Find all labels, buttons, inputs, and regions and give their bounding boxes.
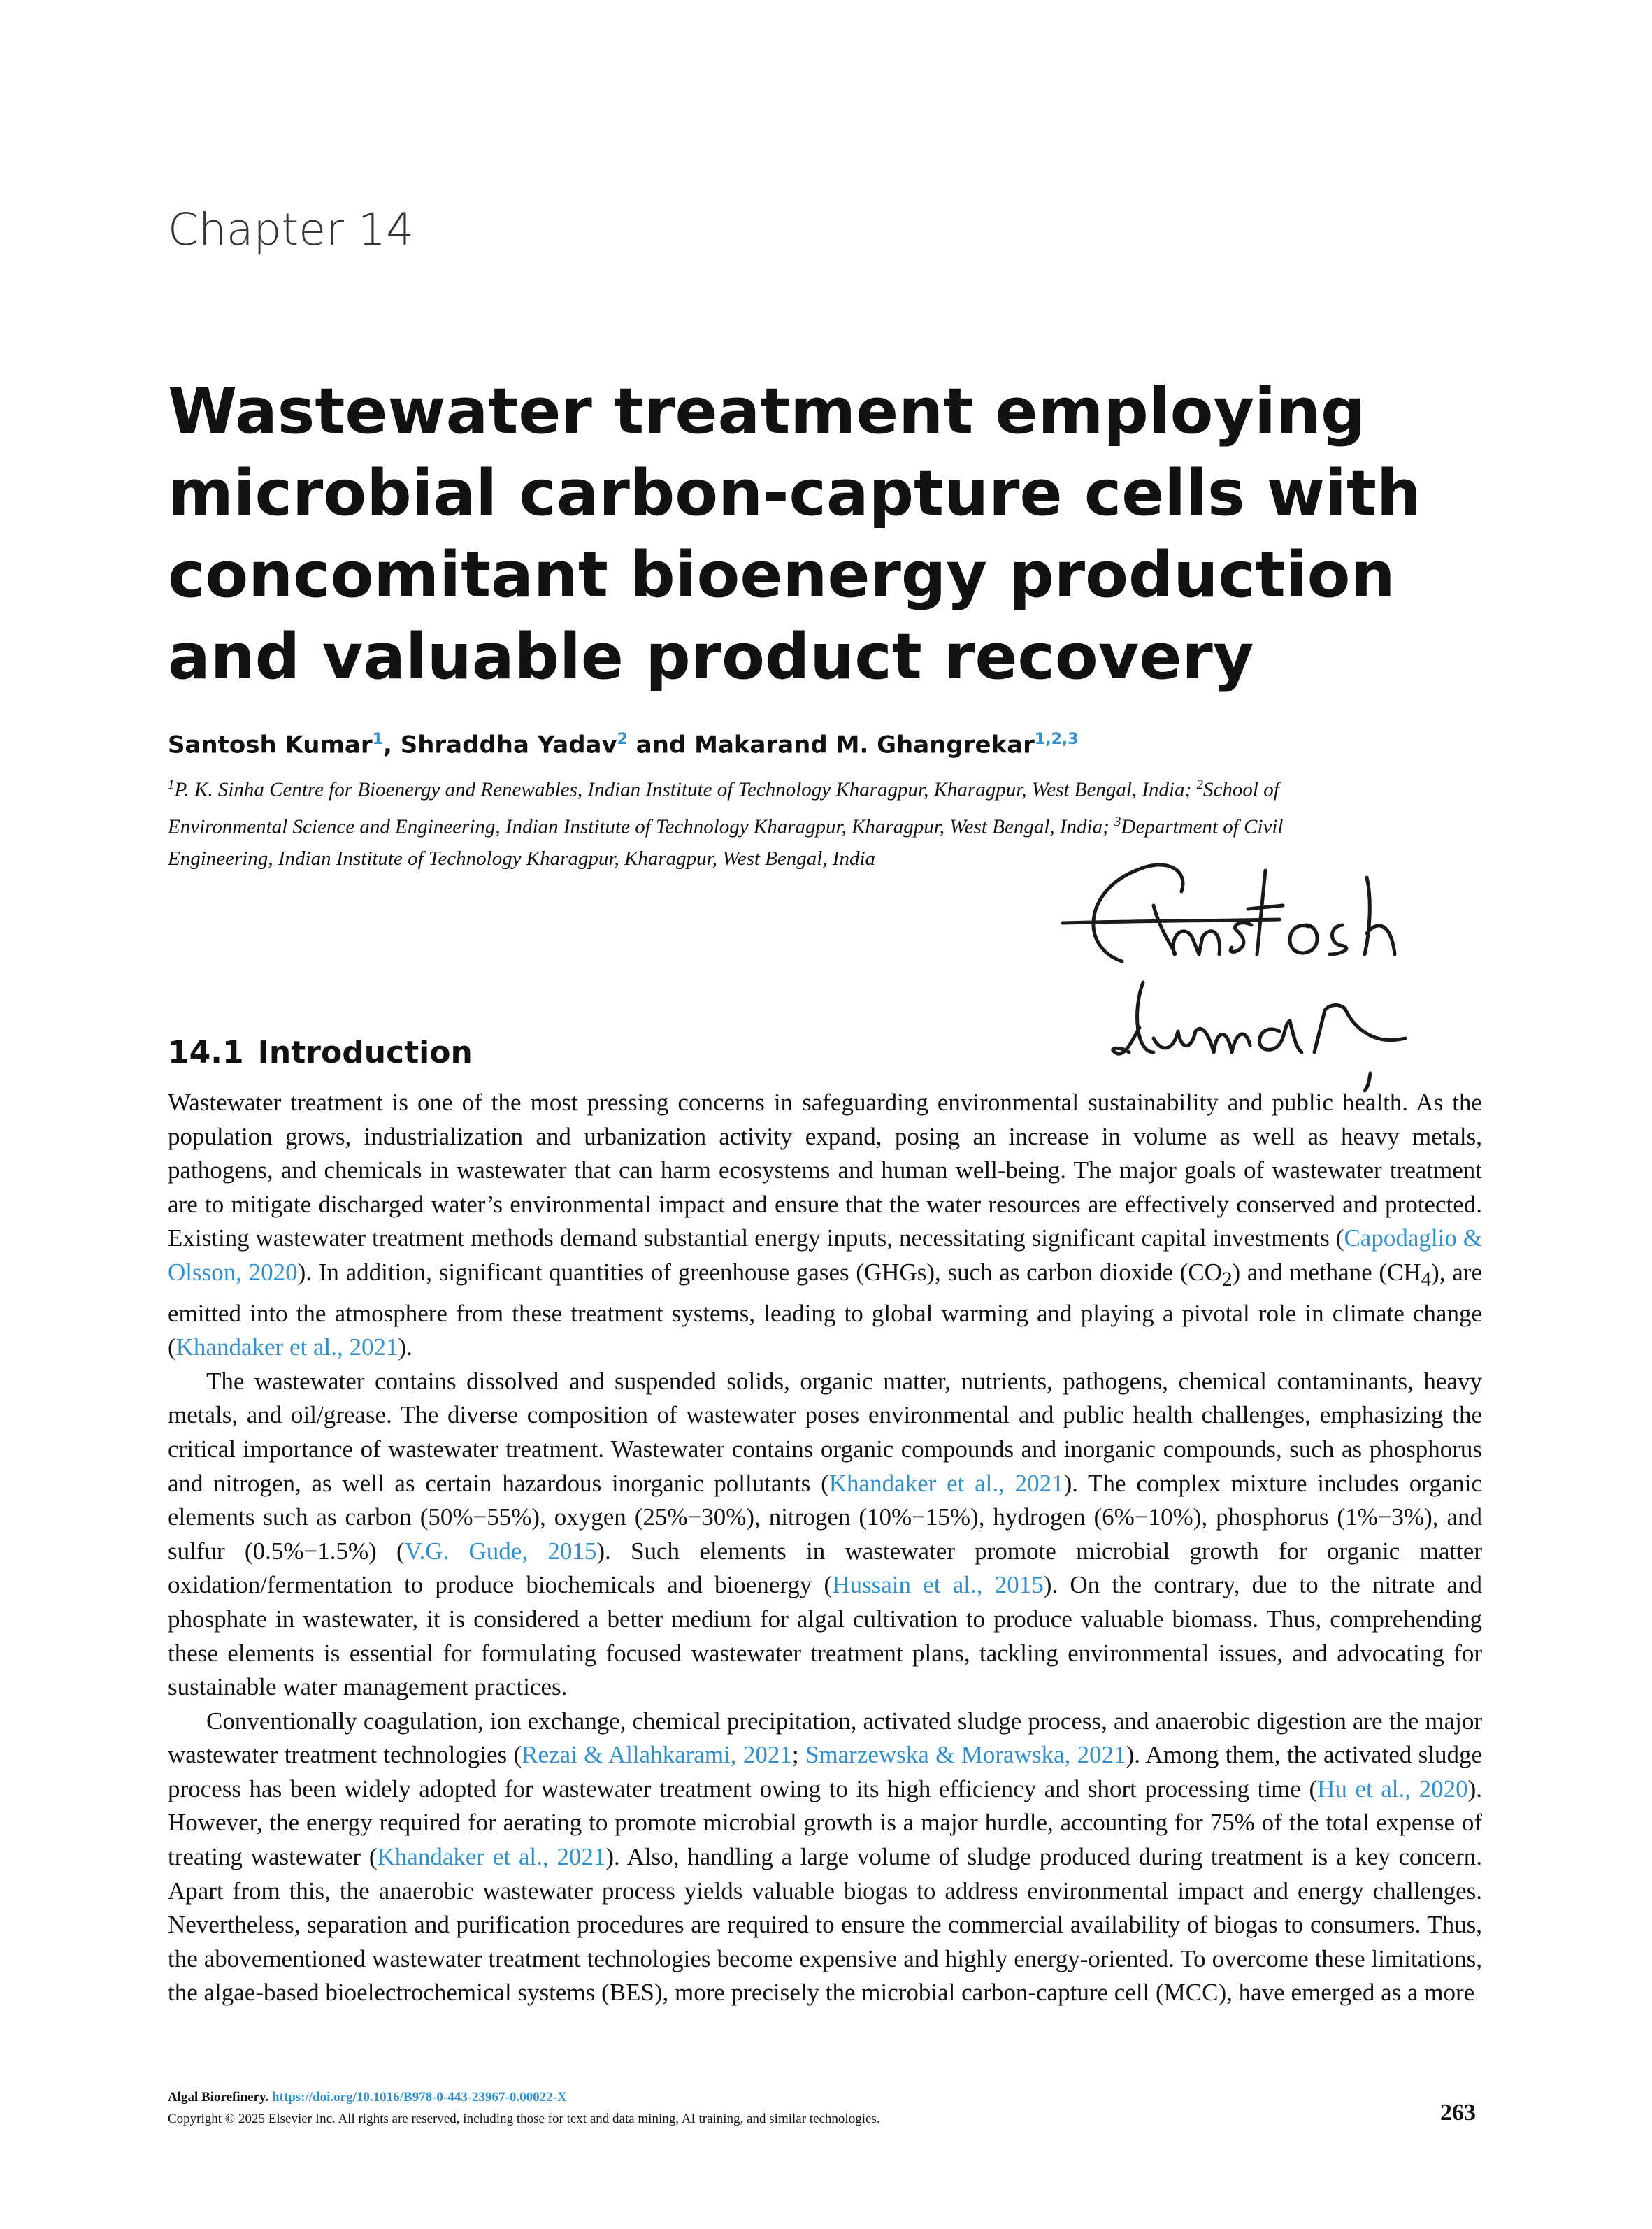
section-heading <box>168 1035 473 1070</box>
citation-link[interactable]: Smarzewska & Morawska, 2021 <box>805 1741 1126 1769</box>
affiliation-mark: 3 <box>1114 814 1121 829</box>
chapter-label: Chapter 14 <box>168 204 415 255</box>
paragraph-text: ). The complex mixture includes organic elements such as carbon (50%−55%), oxygen (25%−30%), nitrogen (10%−15%), hydrogen (6%−10%), phosphorus (1%−3%), and sulfur (0.5%−1.5%) ( <box>168 1469 1483 1565</box>
chapter-title-line: and valuable product recovery <box>168 620 1254 694</box>
paragraph-text: ). Among them, the activated sludge process has been widely adopted for wastewater treatment owing to its high efficiency and short processing time ( <box>168 1741 1482 1802</box>
author-name: Shraddha Yadav <box>400 731 617 759</box>
affiliation-line <box>168 769 1489 806</box>
author-affiliation-mark[interactable]: 2 <box>617 731 628 748</box>
citation-link[interactable]: Khandaker et al., 2021 <box>377 1843 606 1871</box>
citation-link[interactable]: Hu et al., 2020 <box>1317 1775 1468 1802</box>
paragraph-text: ). Such elements in wastewater promote microbial growth for organic matter oxidation/fermentation to produce biochemicals and bioenergy ( <box>168 1537 1482 1599</box>
subscript: 4 <box>1421 1268 1432 1291</box>
author-affiliation-mark[interactable]: 1,2,3 <box>1034 731 1079 748</box>
chapter-title-line: Wastewater treatment employing <box>168 375 1366 448</box>
copyright-notice: Copyright © 2025 Elsevier Inc. All rights are reserved, including those for text and data mining, AI training, and similar technologies. <box>168 2112 880 2126</box>
citation-link[interactable]: V.G. Gude, 2015 <box>404 1537 597 1565</box>
paragraph-text: ). On the contrary, due to the nitrate and phosphate in wastewater, it is considered a better medium for algal cultivation to produce valuable biomass. Thus, comprehending these elements is essential for formulating focused wastewater treatment plans, tackling environmental issues, and advocating for sustainable water management practices. <box>168 1571 1482 1701</box>
paragraph-text: ). However, the energy required for aerating to promote microbial growth is a major hurdle, accounting for 75% of the total expense of treating wastewater ( <box>168 1775 1483 1871</box>
book-title: Algal Biorefinery. <box>168 2090 272 2105</box>
citation-link[interactable]: Hussain et al., 2015 <box>832 1571 1044 1599</box>
handwritten-signature <box>1049 843 1496 1094</box>
affiliation-text: Department of Civil <box>1121 815 1284 838</box>
footer-book-info <box>168 2090 567 2105</box>
paragraph-text: ). Also, handling a large volume of sludge produced during treatment is a key concern. Apart from this, the anaerobic wastewater process yields valuable biogas to address environmental impact and energy challenges. Nevertheless, separation and purification procedures are required to ensure the commercial availability of biogas to consumers. Thus, the abovementioned wastewater treatment technologies become expensive and highly energy-oriented. To overcome these limitations, the algae-based bioelectrochemical systems (BES), more precisely the microbial carbon-capture cell (MCC), have emerged as a more <box>168 1843 1482 2007</box>
paragraph-text: ), are emitted into the atmosphere from these treatment systems, leading to global warming and playing a pivotal role in climate change ( <box>168 1258 1482 1361</box>
affiliation-line <box>168 806 1489 843</box>
doi-link[interactable]: https://doi.org/10.1016/B978-0-443-23967-0.00022-X <box>272 2090 567 2105</box>
affiliation-line: Engineering, Indian Institute of Technology Kharagpur, Kharagpur, West Bengal, India <box>168 847 876 870</box>
paragraph-text: The wastewater contains dissolved and suspended solids, organic matter, nutrients, pathogens, chemical contaminants, heavy metals, and oil/grease. The diverse composition of wastewater poses environmental and public health challenges, emphasizing the critical importance of wastewater treatment. Wastewater contains organic compounds and inorganic compounds, such as phosphorus and nitrogen, as well as certain hazardous inorganic pollutants ( <box>168 1367 1482 1497</box>
subscript: 2 <box>1221 1268 1233 1291</box>
affiliation-text: P. K. Sinha Centre for Bioenergy and Renewables, Indian Institute of Technology Kharagpur, Kharagpur, West Bengal, India; <box>174 778 1197 801</box>
body-text <box>168 1086 1482 2010</box>
paragraph <box>168 1086 1482 1365</box>
chapter-title-line: microbial carbon-capture cells with <box>168 457 1421 530</box>
paragraph-text: ) and methane (CH <box>1232 1258 1421 1286</box>
author-separator: , <box>382 731 401 759</box>
paragraph-text: ). <box>398 1333 412 1361</box>
paragraph-text: Wastewater treatment is one of the most pressing concerns in safeguarding environmental sustainability and public health. As the population grows, industrialization and urbanization activity expand, posing an increase in volume as well as heavy metals, pathogens, and chemicals in wastewater that can harm ecosystems and human well-being. The major goals of wastewater treatment are to mitigate discharged water’s environmental impact and ensure that the water resources are effectively conserved and protected. Existing wastewater treatment methods demand substantial energy inputs, necessitating significant capital investments ( <box>168 1089 1482 1252</box>
citation-link[interactable]: Capodaglio & Olsson, 2020 <box>168 1224 1482 1286</box>
page-number: 263 <box>1440 2100 1476 2126</box>
paragraph-text: ; <box>791 1741 805 1769</box>
author-name: Santosh Kumar <box>168 731 373 759</box>
section-number: 14.1 <box>168 1035 244 1070</box>
chapter-title <box>168 371 1538 698</box>
citation-link[interactable]: Khandaker et al., 2021 <box>828 1469 1064 1497</box>
citation-link[interactable]: Rezai & Allahkarami, 2021 <box>522 1741 792 1769</box>
chapter-title-line: concomitant bioenergy production <box>168 538 1395 612</box>
affiliation-mark: 2 <box>1196 777 1204 792</box>
affiliation-text: Environmental Science and Engineering, Indian Institute of Technology Kharagpur, Kharagpur, West Bengal, India; <box>168 815 1115 838</box>
paragraph-text: Conventionally coagulation, ion exchange, chemical precipitation, activated sludge process, and anaerobic digestion are the major wastewater treatment technologies ( <box>168 1707 1482 1769</box>
author-affiliation-mark[interactable]: 1 <box>372 731 383 748</box>
author-name: Makarand M. Ghangrekar <box>694 731 1035 759</box>
author-list <box>168 731 1079 759</box>
author-separator: and <box>627 731 695 759</box>
citation-link[interactable]: Khandaker et al., 2021 <box>175 1333 398 1361</box>
paragraph-text: ). In addition, significant quantities of greenhouse gases (GHGs), such as carbon dioxide (CO <box>297 1258 1222 1286</box>
section-title: Introduction <box>257 1035 473 1070</box>
affiliation-mark: 1 <box>168 777 175 792</box>
affiliation-text: School of <box>1203 778 1279 801</box>
paragraph <box>168 1365 1482 1705</box>
paragraph <box>168 1705 1482 2010</box>
